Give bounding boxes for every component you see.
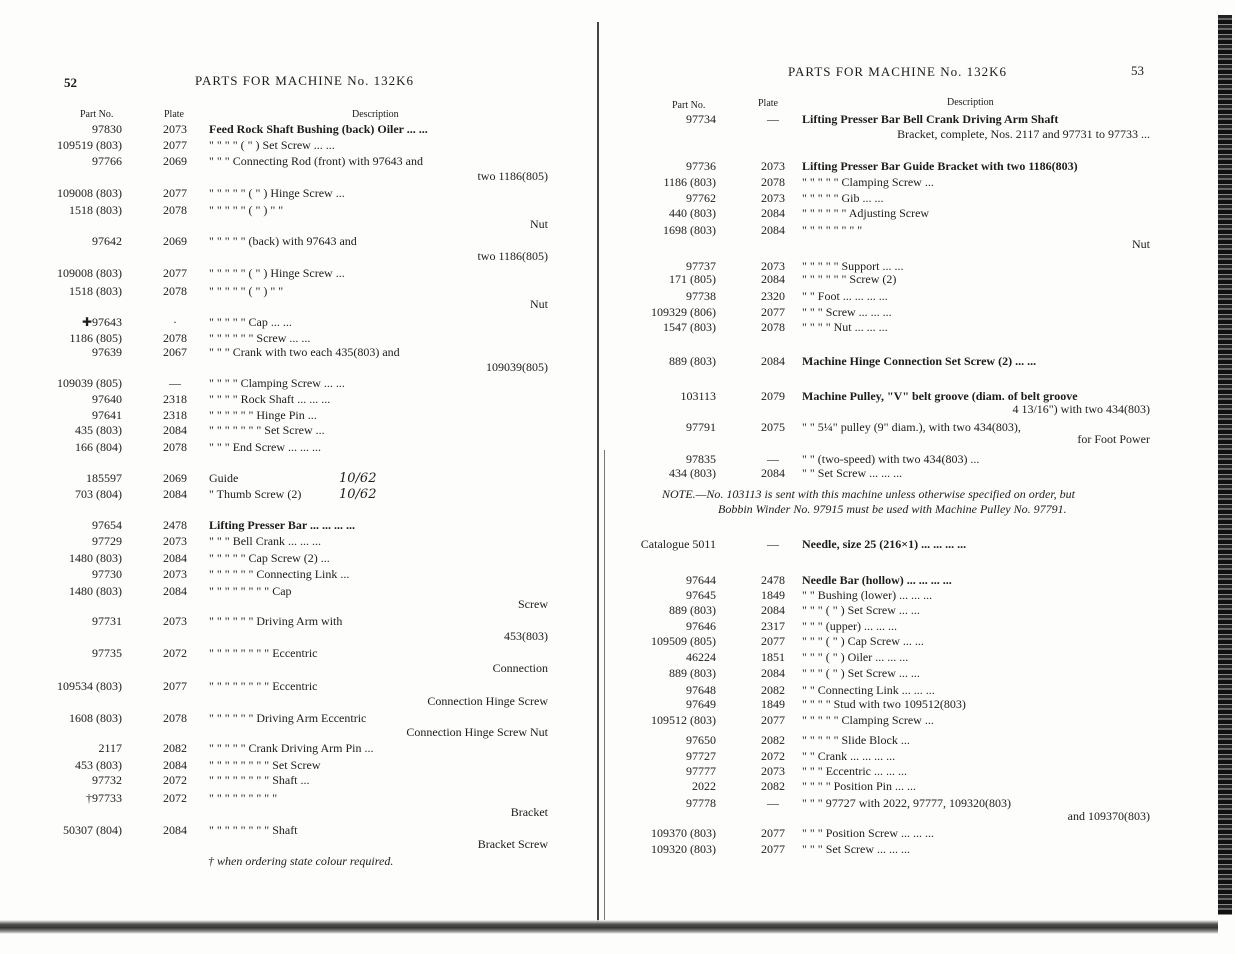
part-number: 97644 — [686, 573, 716, 587]
part-number: 97729 — [92, 534, 122, 548]
part-description: " " " " " " Driving Arm Eccentric — [209, 711, 367, 725]
plate-number: 2084 — [761, 603, 785, 617]
description-continuation: Bracket, complete, Nos. 2117 and 97731 to 97733 ... — [897, 127, 1150, 141]
part-number: 97777 — [686, 764, 716, 778]
description-continuation: two 1186(805) — [477, 249, 548, 263]
description-continuation: 109039(805) — [486, 360, 548, 374]
part-number: 109008 (803) — [57, 186, 122, 200]
part-number: 109039 (805) — [57, 376, 122, 390]
plate-number: 2082 — [761, 733, 785, 747]
part-number: 46224 — [686, 650, 716, 664]
part-number: 889 (803) — [669, 354, 716, 368]
part-description: " " " " Rock Shaft ... ... ... — [209, 392, 331, 406]
part-number: 97648 — [686, 683, 716, 697]
part-number: 97737 — [686, 259, 716, 273]
part-number: 435 (803) — [75, 423, 122, 437]
part-description: " Thumb Screw (2) — [209, 487, 302, 501]
plate-number: — — [767, 452, 779, 466]
plate-number: 2082 — [163, 741, 187, 755]
plate-number: 2069 — [163, 471, 187, 485]
part-description: " " " ( " ) Oiler ... ... ... — [802, 650, 909, 664]
part-number: 166 (804) — [75, 440, 122, 454]
right-page — [606, 0, 1216, 954]
plate-number: 2077 — [163, 138, 187, 152]
part-number: 97645 — [686, 588, 716, 602]
col-header-part: Part No. — [80, 109, 114, 120]
left-page — [0, 0, 600, 954]
plate-number: 2078 — [163, 440, 187, 454]
part-description: " " " " " " " " " — [209, 791, 278, 805]
part-number: 50307 (804) — [63, 823, 122, 837]
plate-number: 2478 — [163, 518, 187, 532]
footnote: † when ordering state colour required. — [208, 854, 394, 868]
part-number: 109509 (805) — [651, 634, 716, 648]
part-description: " " Connecting Link ... ... ... — [802, 683, 935, 697]
part-description: " " " " " " " " Set Screw — [209, 758, 321, 772]
part-number: 97762 — [686, 191, 716, 205]
part-number: 109329 (806) — [651, 305, 716, 319]
part-number: 1480 (803) — [69, 551, 122, 565]
part-description: " " " " Nut ... ... ... — [802, 320, 888, 334]
plate-number: 1849 — [761, 697, 785, 711]
part-number: 1518 (803) — [69, 203, 122, 217]
part-number: 97639 — [92, 345, 122, 359]
part-description: " " " 97727 with 2022, 97777, 109320(803) — [802, 796, 1012, 810]
part-description: " " " " " " " " Eccentric — [209, 646, 318, 660]
part-number: 97734 — [686, 112, 716, 126]
plate-number: 2077 — [761, 305, 785, 319]
part-number: 97646 — [686, 619, 716, 633]
part-number: 453 (803) — [75, 758, 122, 772]
description-continuation: Nut — [530, 297, 548, 311]
part-number: 97654 — [92, 518, 122, 532]
part-number: 97642 — [92, 234, 122, 248]
part-description: Machine Pulley, "V" belt groove (diam. of belt groove — [802, 389, 1078, 403]
part-description: " " " " " ( " ) " " — [209, 203, 284, 217]
plate-number: 2073 — [163, 614, 187, 628]
part-number: 109008 (803) — [57, 266, 122, 280]
part-number: 889 (803) — [669, 666, 716, 680]
part-description: " " " " " " " " Shaft — [209, 823, 298, 837]
plate-number: 2072 — [163, 646, 187, 660]
part-number: 185597 — [86, 471, 122, 485]
plate-number: 2084 — [163, 758, 187, 772]
plate-number: 2084 — [761, 272, 785, 286]
plate-number: 2084 — [163, 823, 187, 837]
plate-number: 2073 — [761, 259, 785, 273]
part-description: Machine Hinge Connection Set Screw (2) ... ... — [802, 354, 1037, 368]
part-description: " " " Eccentric ... ... ... — [802, 764, 907, 778]
plate-number: 2084 — [163, 584, 187, 598]
description-continuation: Screw — [518, 597, 548, 611]
plate-number: 2077 — [761, 713, 785, 727]
part-description: " " Foot ... ... ... ... — [802, 289, 888, 303]
plate-number: 2077 — [761, 634, 785, 648]
description-continuation: Bracket Screw — [477, 837, 548, 851]
part-number: 434 (803) — [669, 466, 716, 480]
plate-number: 2079 — [761, 389, 785, 403]
part-description: " " " " " " " " — [802, 223, 863, 237]
plate-number: 2073 — [163, 534, 187, 548]
part-number: 109320 (803) — [651, 842, 716, 856]
page-number: 53 — [1131, 63, 1144, 78]
gutter-line-inner — [604, 450, 605, 920]
part-description: " " " " " " Driving Arm with — [209, 614, 343, 628]
part-description: " " " " " " Screw ... ... — [209, 331, 311, 345]
part-description: " " " " " " Connecting Link ... — [209, 567, 350, 581]
plate-number: 2077 — [163, 679, 187, 693]
part-description: " " " " " ( " ) Hinge Screw ... — [209, 186, 345, 200]
description-continuation: Nut — [530, 217, 548, 231]
part-number: 97778 — [686, 796, 716, 810]
part-description: " " " ( " ) Set Screw ... ... — [802, 603, 920, 617]
part-description: " " " " " Support ... ... — [802, 259, 904, 273]
part-description: " " " Set Screw ... ... ... — [802, 842, 911, 856]
plate-number: 2067 — [163, 345, 187, 359]
part-number: 97766 — [92, 154, 122, 168]
col-header-description: Description — [947, 97, 994, 108]
plate-number: 2320 — [761, 289, 785, 303]
part-number: 1186 (803) — [663, 175, 716, 189]
part-description: " " " " " Cap ... ... — [209, 315, 292, 329]
col-header-part: Part No. — [672, 100, 706, 111]
description-continuation: 453(803) — [504, 629, 548, 643]
part-description: Needle, size 25 (216×1) ... ... ... ... — [802, 537, 967, 551]
plate-number: — — [767, 537, 779, 551]
part-number: 103113 — [680, 389, 716, 403]
part-description: " " " " " ( " ) Hinge Screw ... — [209, 266, 345, 280]
handwritten-date: 10/62 — [339, 471, 377, 486]
part-description: " " " ( " ) Cap Screw ... ... — [802, 634, 924, 648]
part-description: " " " Connecting Rod (front) with 97643 and — [209, 154, 424, 168]
note-line-2: Bobbin Winder No. 97915 must be used with Machine Pulley No. 97791. — [718, 502, 1067, 516]
part-number: 171 (805) — [669, 272, 716, 286]
part-number: 109512 (803) — [651, 713, 716, 727]
part-number: 97730 — [92, 567, 122, 581]
part-number: 97735 — [92, 646, 122, 660]
plate-number: 2077 — [163, 266, 187, 280]
plate-number: 2069 — [163, 154, 187, 168]
plate-number: 2073 — [163, 122, 187, 136]
page-number: 52 — [64, 75, 77, 90]
part-number: 97640 — [92, 392, 122, 406]
part-description: Lifting Presser Bar ... ... ... ... — [209, 518, 355, 532]
part-description: " " " " " Slide Block ... — [802, 733, 910, 747]
plate-number: 2073 — [163, 567, 187, 581]
description-continuation: Connection — [492, 661, 548, 675]
part-description: " " " " " " " " Eccentric — [209, 679, 318, 693]
running-head: PARTS FOR MACHINE No. 132K6 — [195, 73, 414, 88]
plate-number: 2072 — [163, 791, 187, 805]
part-number: 109519 (803) — [57, 138, 122, 152]
part-number: 1518 (803) — [69, 284, 122, 298]
part-description: " " " " ( " ) Set Screw ... ... — [209, 138, 335, 152]
part-description: " " " " " ( " ) " " — [209, 284, 284, 298]
part-number: ✚97643 — [81, 315, 122, 329]
plate-number: 2084 — [761, 466, 785, 480]
running-head: PARTS FOR MACHINE No. 132K6 — [788, 64, 1007, 79]
col-header-plate: Plate — [758, 98, 778, 109]
part-description: Lifting Presser Bar Guide Bracket with two 1186(803) — [802, 159, 1078, 173]
part-description: " " " Position Screw ... ... ... — [802, 826, 935, 840]
part-description: " " " " " Clamping Screw ... — [802, 713, 934, 727]
part-description: " " " " Position Pin ... ... — [802, 779, 916, 793]
plate-number: 2077 — [761, 826, 785, 840]
plate-number: 2073 — [761, 159, 785, 173]
description-continuation: two 1186(805) — [477, 169, 548, 183]
plate-number: — — [767, 112, 779, 126]
part-number: 109534 (803) — [57, 679, 122, 693]
plate-number: 2072 — [761, 749, 785, 763]
part-description: " " " Crank with two each 435(803) and — [209, 345, 400, 359]
part-description: " " " End Screw ... ... ... — [209, 440, 322, 454]
part-description: " " " " " Cap Screw (2) ... — [209, 551, 330, 565]
book-edge — [1218, 15, 1232, 915]
note-line-1: NOTE.—No. 103113 is sent with this machine unless otherwise specified on order, but — [662, 487, 1075, 501]
plate-number: 2318 — [163, 392, 187, 406]
gutter-line — [597, 22, 599, 922]
plate-number: 1851 — [761, 650, 785, 664]
part-description: " " " (upper) ... ... ... — [802, 619, 898, 633]
part-description: " " " " " " " " Cap — [209, 584, 292, 598]
plate-number: 2084 — [163, 487, 187, 501]
plate-number: 2078 — [761, 320, 785, 334]
part-number: 109370 (803) — [651, 826, 716, 840]
part-number: †97733 — [86, 791, 122, 805]
plate-number: · — [173, 315, 177, 329]
description-continuation: Connection Hinge Screw — [427, 694, 548, 708]
part-number: 97738 — [686, 289, 716, 303]
plate-number: 2078 — [163, 711, 187, 725]
description-continuation: Bracket — [510, 805, 548, 819]
part-description: " " " " Stud with two 109512(803) — [802, 697, 966, 711]
part-number: 440 (803) — [669, 206, 716, 220]
part-number: 2022 — [692, 779, 716, 793]
part-number: 97650 — [686, 733, 716, 747]
book-bottom-edge — [0, 920, 1218, 934]
part-description: " " Set Screw ... ... ... — [802, 466, 903, 480]
plate-number: 2084 — [761, 666, 785, 680]
part-number: 1698 (803) — [663, 223, 716, 237]
plate-number: 2318 — [163, 408, 187, 422]
part-description: " " Bushing (lower) ... ... ... — [802, 588, 933, 602]
part-description: Feed Rock Shaft Bushing (back) Oiler ... ... — [209, 122, 428, 136]
plate-number: 2078 — [761, 175, 785, 189]
part-number: 97731 — [92, 614, 122, 628]
part-description: " " 5¼" pulley (9" diam.), with two 434(803), — [802, 420, 1021, 434]
plate-number: 2073 — [761, 191, 785, 205]
plate-number: — — [767, 796, 779, 810]
col-header-description: Description — [352, 109, 399, 120]
part-number: Catalogue 5011 — [640, 537, 716, 551]
col-header-plate: Plate — [164, 109, 184, 120]
plate-number: 2084 — [761, 206, 785, 220]
part-number: 1608 (803) — [69, 711, 122, 725]
part-number: 97830 — [92, 122, 122, 136]
plate-number: 2078 — [163, 284, 187, 298]
part-description: " " " " " Crank Driving Arm Pin ... — [209, 741, 374, 755]
part-description: " " " Screw ... ... ... — [802, 305, 892, 319]
part-description: " " " " " (back) with 97643 and — [209, 234, 357, 248]
part-description: " " " " " " Hinge Pin ... — [209, 408, 317, 422]
part-number: 97791 — [686, 420, 716, 434]
plate-number: 2478 — [761, 573, 785, 587]
description-continuation: 4 13/16") with two 434(803) — [1012, 402, 1150, 416]
part-description: " " Crank ... ... ... ... — [802, 749, 896, 763]
part-number: 97732 — [92, 773, 122, 787]
description-continuation: Connection Hinge Screw Nut — [406, 725, 548, 739]
part-description: " " " ( " ) Set Screw ... ... — [802, 666, 920, 680]
part-number: 97736 — [686, 159, 716, 173]
part-description: " " (two-speed) with two 434(803) ... — [802, 452, 980, 466]
part-description: " " " " " Clamping Screw ... — [802, 175, 934, 189]
plate-number: 2084 — [761, 223, 785, 237]
part-number: 2117 — [98, 741, 122, 755]
plate-number: 2084 — [163, 423, 187, 437]
part-number: 97835 — [686, 452, 716, 466]
plate-number: 2084 — [761, 354, 785, 368]
handwritten-date: 10/62 — [339, 487, 377, 502]
plate-number: 1849 — [761, 588, 785, 602]
plate-number: 2077 — [761, 842, 785, 856]
plate-number: 2082 — [761, 779, 785, 793]
part-number: 1186 (805) — [69, 331, 122, 345]
part-number: 889 (803) — [669, 603, 716, 617]
part-number: 97727 — [686, 749, 716, 763]
part-description: " " " " " Gib ... ... — [802, 191, 884, 205]
part-number: 97649 — [686, 697, 716, 711]
description-continuation: Nut — [1132, 237, 1150, 251]
part-description: " " " " " " " Set Screw ... — [209, 423, 325, 437]
plate-number: 2073 — [761, 764, 785, 778]
part-description: " " " Bell Crank ... ... ... — [209, 534, 322, 548]
part-description: " " " " " " Screw (2) — [802, 272, 897, 286]
plate-number: 2082 — [761, 683, 785, 697]
part-description: Lifting Presser Bar Bell Crank Driving Arm Shaft — [802, 112, 1059, 126]
part-description: " " " " " " Adjusting Screw — [802, 206, 930, 220]
plate-number: 2077 — [163, 186, 187, 200]
part-description: " " " " Clamping Screw ... ... — [209, 376, 345, 390]
part-description: Guide — [209, 471, 239, 485]
plate-number: 2069 — [163, 234, 187, 248]
part-number: 97641 — [92, 408, 122, 422]
plate-number: 2317 — [761, 619, 785, 633]
plate-number: 2075 — [761, 420, 785, 434]
description-continuation: and 109370(803) — [1067, 809, 1150, 823]
plate-number: 2078 — [163, 203, 187, 217]
part-number: 1547 (803) — [663, 320, 716, 334]
part-description: Needle Bar (hollow) ... ... ... ... — [802, 573, 952, 587]
part-number: 1480 (803) — [69, 584, 122, 598]
plate-number: — — [169, 376, 181, 390]
plate-number: 2084 — [163, 551, 187, 565]
plate-number: 2078 — [163, 331, 187, 345]
description-continuation: for Foot Power — [1077, 432, 1150, 446]
part-number: 703 (804) — [75, 487, 122, 501]
part-description: " " " " " " " " Shaft ... — [209, 773, 310, 787]
plate-number: 2072 — [163, 773, 187, 787]
